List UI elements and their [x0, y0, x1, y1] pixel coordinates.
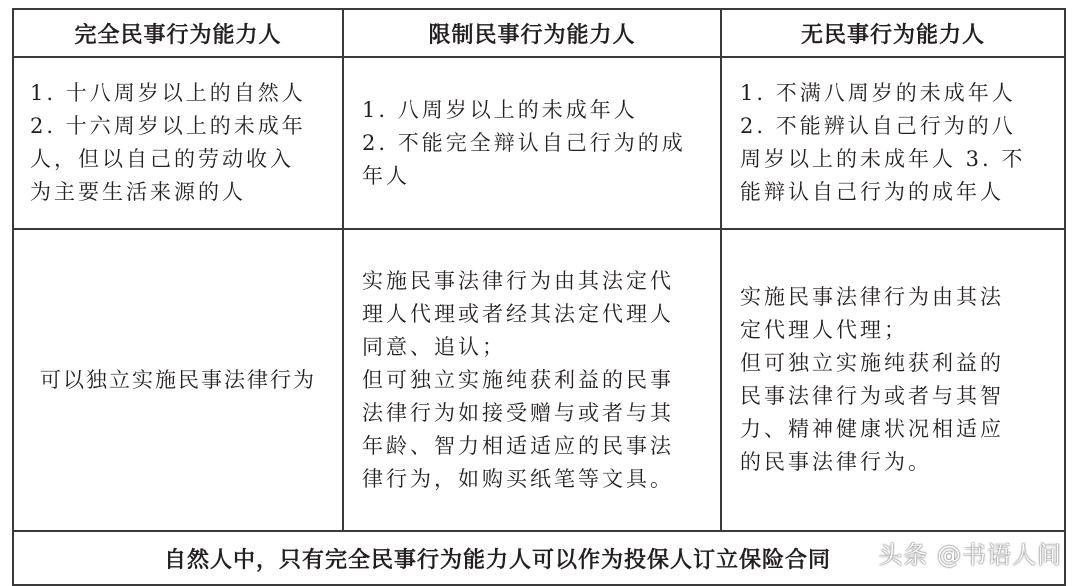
text-line: 但可独立实施纯获利益的民事 — [362, 367, 674, 392]
legal-acts-row — [13, 229, 1065, 531]
text-line: 律行为，如购买纸笔等文具。 — [362, 466, 674, 491]
civil-capacity-table — [12, 8, 1066, 586]
header-limited-capacity: 限制民事行为能力人 — [343, 9, 721, 57]
footer-note: 自然人中，只有完全民事行为能力人可以作为投保人订立保险合同 — [13, 531, 1065, 585]
text-line: 力、精神健康状况相适应 — [740, 417, 1004, 441]
text-line: 2. 不能完全辩认自己行为的成 — [362, 130, 686, 155]
text-line: 为主要生活来源的人 — [30, 180, 246, 204]
text-line: 1. 十八周岁以上的自然人 — [30, 81, 306, 105]
header-full-capacity: 完全民事行为能力人 — [13, 9, 343, 57]
text-line: 但可独立实施纯获利益的 — [740, 351, 1004, 375]
definition-no-capacity — [721, 57, 1065, 229]
text-line: 周岁以上的未成年人 3. 不 — [740, 147, 1026, 171]
watermark: 头条 @书语人间 — [878, 541, 1062, 569]
text-line: 同意、追认； — [362, 334, 506, 359]
definition-full-capacity — [13, 57, 343, 229]
text-line: 1. 八周岁以上的未成年人 — [362, 97, 638, 122]
acts-no-capacity — [721, 229, 1065, 531]
text-line: 可以独立实施民事法律行为 — [40, 367, 316, 392]
text-line: 的民事法律行为。 — [740, 450, 932, 474]
definition-limited-capacity — [343, 57, 721, 229]
definition-row — [13, 57, 1065, 229]
text-line: 人，但以自己的劳动收入 — [30, 147, 294, 171]
acts-limited-capacity — [343, 229, 721, 531]
text-line: 年龄、智力相适适应的民事法 — [362, 433, 674, 458]
acts-full-capacity — [13, 229, 343, 531]
header-row — [13, 9, 1065, 57]
text-line: 1. 不满八周岁的未成年人 — [740, 81, 1016, 105]
text-line: 年人 — [362, 163, 410, 188]
text-line: 能辩认自己行为的成年人 — [740, 180, 1004, 204]
text-line: 法律行为如接受赠与或者与其 — [362, 400, 674, 425]
text-line: 理人代理或者经其法定代理人 — [362, 301, 674, 326]
text-line: 实施民事法律行为由其法 — [740, 285, 1004, 309]
text-line: 2. 不能辨认自己行为的八 — [740, 114, 1016, 138]
text-line: 定代理人代理； — [740, 318, 908, 342]
text-line: 实施民事法律行为由其法定代 — [362, 268, 674, 293]
text-line: 2. 十六周岁以上的未成年 — [30, 114, 306, 138]
text-line: 民事法律行为或者与其智 — [740, 384, 1004, 408]
header-no-capacity: 无民事行为能力人 — [721, 9, 1065, 57]
